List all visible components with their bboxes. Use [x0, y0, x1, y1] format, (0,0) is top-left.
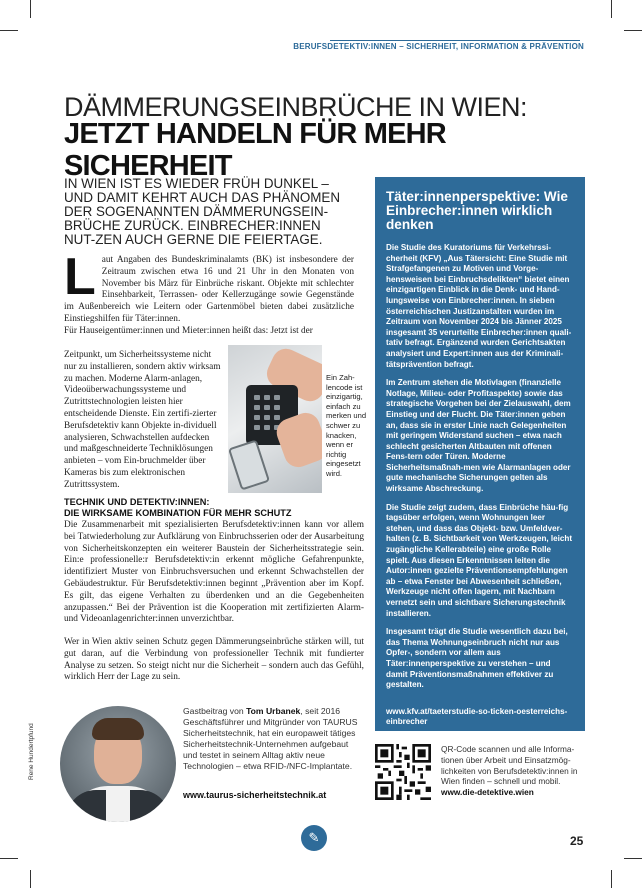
- author-bio: [183, 706, 363, 772]
- bio-prefix: Gastbeitrag von: [183, 706, 247, 716]
- lead-paragraph: IN WIEN IST ES WIEDER FRÜH DUNKEL – UND DAMIT KEHRT AUCH DAS PHÄNOMEN DER SOGENANNTEN DÄMMERUNGSEIN-BRÜCHE ZURÜCK. EINBRECHER:INNEN NUT-ZEN AUCH GERNE DIE FEIERTAGE.: [64, 176, 341, 247]
- qr-code[interactable]: [375, 744, 431, 800]
- crop-mark: [30, 0, 31, 18]
- article-paragraph-2: Für Hauseigentümer:innen und Mieter:innen heißt das: Jetzt ist der: [64, 326, 313, 336]
- sidebar-paragraph-2: Im Zentrum stehen die Motivlagen (finanzielle Notlage, Milieu- oder Profitaspekte) sowie das strategische Vorgehen bei der Zielauswahl, dem Einstieg und der Flucht. Die Täter:innen geben an, dass sie in erster Linie nach Gelegenheiten mit geringem Widerstand suchen – etwa nach schlecht gesicherten Altbauten mit offenen Fens-tern oder Türen. Moderne Sicherheitsmaßnah-men wie Alarmanlagen oder gute mechanische Sicherungen gelten als wirksame Abschreckung.: [386, 378, 571, 494]
- qr-text: QR-Code scannen und alle Informa-tionen über Arbeit und Einsatzmög-lichkeiten von Berufsdetektiv:innen in Wien finden – schnell und mobil.: [441, 744, 578, 787]
- magazine-logo-icon: ✎: [301, 825, 327, 851]
- header-rule: [330, 40, 580, 41]
- photo-credit: Rene Hundertpfund: [28, 723, 35, 780]
- subheading-line2: DIE WIRKSAME KOMBINATION FÜR MEHR SCHUTZ: [64, 508, 292, 518]
- sidebar-paragraph-1: Die Studie des Kuratoriums für Verkehrssi-cherheit (KFV) „Aus Tätersicht: Eine Studie mit Strafgefangenen zu Motiven und Vorge-hensweisen bei Einbruchsdelikten“ bietet einen einzigartigen Einblick in die Denk- und Hand-lungsweise von Einbrecher:innen. In sieben österreichischen Justizanstalten wurden im Zeitraum von November 2024 bis Jänner 2025 insgesamt 35 verurteilte Einbrecher:innen quali-tativ befragt. Ergänzend wurden Gerichtsakten analysiert und Expert:innen aus der Kriminali-tätsprävention befragt.: [386, 243, 572, 369]
- crop-mark: [0, 858, 18, 859]
- article-paragraph-1: [64, 248, 354, 326]
- crop-mark: [624, 30, 642, 31]
- article-paragraph-4: Die Zusammenarbeit mit spezialisierten Berufsdetektiv:innen kann vor allem bei Tatwiederholung zur Aufklärung von Einbruchsserien oder der Ausarbeitung von Sicherheitskonzepten ein weiterer Baustein der Sicherheitsstrategie sein. Ein:e professionelle:r Berufsdetektiv:in erkennt mögliche Gefahrenpunkte, identifiziert Muster von Einbruchsversuchen und erkennt Schwachstellen der Gebäudestruktur. Für Berufsdetektiv:innen beginnt „Prävention aber im Kopf. Es gilt, das eigene Verhalten zu überdenken und an die Gegebenheiten anzupassen.“ Bei der Prävention ist die Kooperation mit zertifizierten Alarm- und Videoanlagenrichter:innen unverzichtbar.: [64, 520, 364, 625]
- sidebar-paragraph-3: Die Studie zeigt zudem, dass Einbrüche häu-fig tagsüber erfolgen, wenn Wohnungen leer stehen, und dass das Objekt- bzw. Umfeldver-halten (z. B. Sichtbarkeit von Werkzeugen, leicht zugängliche Kellerabteile) eine große Rolle spielt. Aus diesen Erkenntnissen leiten die Autor:innen gezielte Präventionsempfehlungen ab – etwa Fenster bei Abwesenheit schließen, Werkzeuge nicht offen lagern, mit Nachbarn vernetzt sein und sichtbare Sicherungstechnik installieren.: [386, 502, 573, 618]
- qr-description: [441, 744, 591, 798]
- bio-text: , seit 2016 Geschäftsführer und Mitgründer von TAURUS Sicherheitstechnik, hat ein europaweit tätiges Sicherheitstechnik-Unternehmen aufgebaut und testet in seinem Alltag aktiv neue Technologien – etwa RFID-/NFC-Implantate.: [183, 706, 358, 771]
- crop-mark: [611, 870, 612, 888]
- crop-mark: [0, 30, 18, 31]
- article-paragraph-5: Wer in Wien aktiv seinen Schutz gegen Dämmerungseinbrüche stärken will, tut gut daran, auf die Verbindung von professioneller Technik mit fundierter Analyse zu setzen. So steigt nicht nur die Sicherheit – sondern auch das Gefühl, wirklich Herr der Lage zu sein.: [64, 637, 364, 683]
- headline-line2: JETZT HANDELN FÜR MEHR SICHERHEIT: [64, 118, 446, 182]
- author-website-link[interactable]: www.taurus-sicherheitstechnik.at: [183, 790, 327, 800]
- headline-line1: DÄMMERUNGSEINBRÜCHE IN WIEN:: [64, 92, 528, 122]
- dropcap: L: [64, 248, 96, 306]
- sidebar-paragraph-4: Insgesamt trägt die Studie wesentlich dazu bei, das Thema Wohnungseinbruch nicht nur aus Opfer-, sondern vor allem aus Täter:innenperspektive zu verstehen – und damit Präventionsmaßnahmen effektiver zu gestalten.: [386, 627, 568, 690]
- page-number: 25: [570, 834, 584, 848]
- subheading: [64, 497, 364, 519]
- crop-mark: [624, 858, 642, 859]
- photo-caption: Ein Zah-lencode ist einzigartig, einfach zu merken und schwer zu knacken, wenn er richtig eingesetzt wird.: [326, 373, 367, 478]
- study-link[interactable]: www.kfv.at/taeterstudie-so-ticken-oesterreichs-einbrecher: [386, 706, 568, 727]
- subheading-line1: TECHNIK UND DETEKTIV:INNEN:: [64, 497, 210, 507]
- smartphone-shape: [228, 439, 270, 490]
- paragraph-text: aut Angaben des Bundeskriminalamts (BK) ist insbesondere der Zeitraum zwischen etwa 16 und 21 Uhr in den Monaten von November bis März für Einbrüche riskant. Objekte mit schlechter Einsehbarkeit, Terrassen- oder Kellerzugänge sowie Gegenstände im Außenbereich wie Leitern oder Gartenmöbel bieten dabei zusätzliche Einstiegshilfen für Täter:innen.: [64, 255, 354, 324]
- sidebar-title: Täter:innenperspektive: Wie Einbrecher:innen wirklich denken: [386, 189, 568, 232]
- article-paragraph-3: Zeitpunkt, um Sicherheitssysteme nicht nur zu installieren, sondern aktiv wirksam zu machen. Moderne Alarm-anlagen, Videoüberwachungssysteme und Zutrittstechnologien leisten hier entscheidende Dienste. Ein zertifi-zierter Berufsdetektiv kann Objekte in-dividuell analysieren, Schwachstellen aufdecken und maßgeschneiderte Techniklösungen anbieten – vom Ein-bruchmelder über Kameras bis zum elektronischen Zutrittssystem.: [64, 350, 221, 490]
- detektive-website-link[interactable]: www.die-detektive.wien: [441, 787, 534, 798]
- crop-mark: [611, 0, 612, 18]
- section-header: BERUFSDETEKTIV:INNEN – SICHERHEIT, INFORMATION & PRÄVENTION: [293, 42, 584, 51]
- keypad-lock-photo: [228, 345, 322, 493]
- author-portrait: [60, 706, 176, 822]
- crop-mark: [30, 870, 31, 888]
- author-name: Tom Urbanek: [246, 706, 301, 716]
- info-sidebar: [375, 177, 585, 731]
